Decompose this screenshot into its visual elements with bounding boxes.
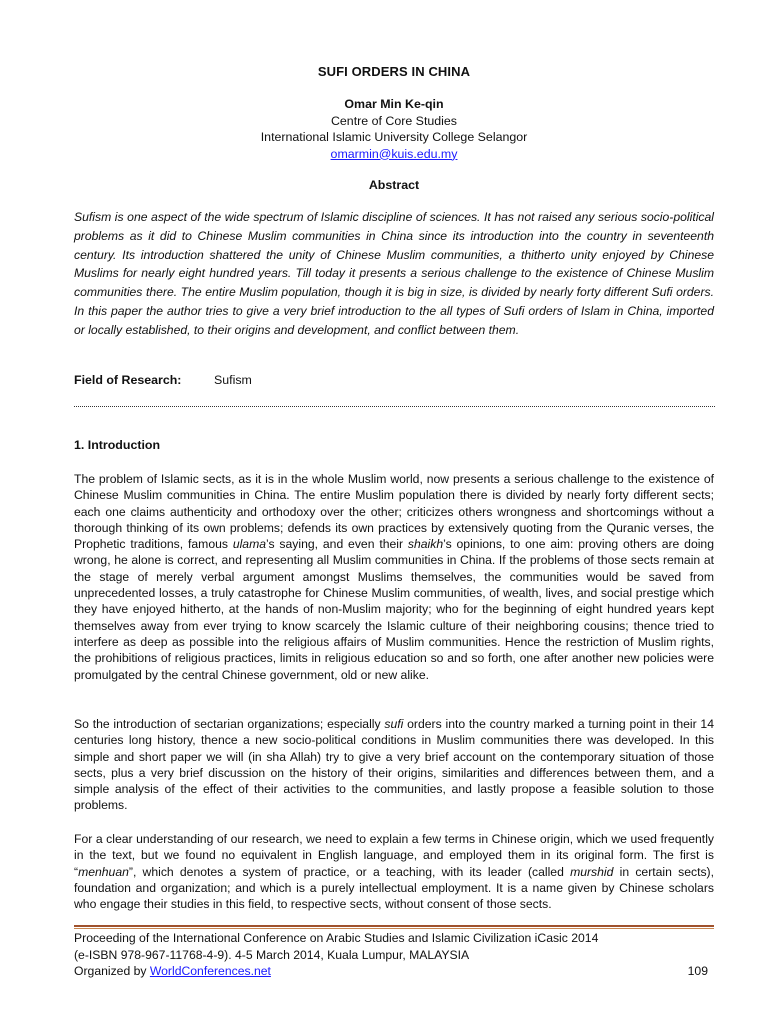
abstract-heading: Abstract <box>368 178 420 192</box>
author-name: Omar Min Ke-qin <box>344 97 444 111</box>
page-number: 109 <box>687 964 708 978</box>
text-run: The problem of Islamic sects, as it is in the whole Muslim world, now presents a serious challenge to the existence of Chinese Muslim communities in China. The entire Muslim population there is divided by nearly forty different sects; each one claims authenticity and orthodoxy over the other; criticizes others wrongness and shortcomings without a thorough thinking of its own problems; defends its own practices by extensively quoting from the Quranic verses, the Prophetic traditions, famous <box>74 472 714 552</box>
italic-term: menhuan <box>78 864 129 879</box>
italic-term: sufi <box>384 717 404 731</box>
text-run: ’s saying, and even their <box>266 537 408 552</box>
intro-paragraph-2 <box>74 716 714 814</box>
footer-proceeding-line: Proceeding of the International Conference on Arabic Studies and Islamic Civilization iCasic 2014 <box>74 931 599 945</box>
author-email-link[interactable]: omarmin@kuis.edu.my <box>330 146 458 161</box>
footer-isbn-line: (e-ISBN 978-967-11768-4-9). 4-5 March 2014, Kuala Lumpur, MALAYSIA <box>74 947 470 962</box>
page-footer <box>74 930 714 980</box>
abstract-text: Sufism is one aspect of the wide spectrum of Islamic discipline of sciences. It has not raised any serious socio-political problems as it did to Chinese Muslim communities in China since its introduction into the country in seventeenth century. Its introduction shattered the unity of Chinese Muslim communities, a thitherto unity enjoyed by Chinese Muslims for nearly eight hundred years. Till today it presents a serious challenge to the existence of Chinese Muslim communities there. The entire Muslim population, though it is big in size, is divided by nearly forty different Sufi orders. In this paper the author tries to give a very brief introduction to the all types of Sufi orders of Islam in China, imported or locally established, to their origins and development, and conflict between them. <box>74 210 714 337</box>
worldconferences-link[interactable]: WorldConferences.net <box>149 964 271 979</box>
field-of-research <box>74 373 714 387</box>
field-label: Field of Research: <box>74 373 182 387</box>
intro-paragraph-3 <box>74 831 714 912</box>
organized-by-label: Organized by <box>74 964 150 979</box>
text-run: ”, which denotes a system of practice, or a teaching, with its leader (called <box>128 864 571 879</box>
field-value: Sufism <box>214 373 252 387</box>
author-block <box>74 96 714 162</box>
dotted-divider <box>74 406 715 407</box>
text-run: in certain sects), foundation and organization; and which is a purely intellectual employment. It is a name given by Chinese scholars who engage their studies in this field, to respective sects, without consent of those sects. <box>74 864 714 912</box>
text-run: So the introduction of sectarian organizations; especially <box>74 717 385 731</box>
italic-term: murshid <box>570 864 614 879</box>
footer-organizer-line <box>74 963 714 980</box>
italic-term: ulama <box>232 537 267 552</box>
affiliation-department: Centre of Core Studies <box>330 113 458 128</box>
text-run: ’s opinions, to one aim: proving others are doing wrong, he alone is correct, and representing all Muslim communities in China. If the problems of those sects remain at the stage of merely verbal argument amongst Muslims themselves, the communities would be saved from unprecedented losses, a truly catastrophe for Chinese Muslim communities, of wealth, lives, and social prestige which they have enjoyed hitherto, at the hands of non-Muslim majority; who for the beginning of eight hundred years kept themselves away from ever trying to know scarcely the Islamic culture of their neighboring cousins; thence tried to interfere as deep as possible into the religious affairs of Muslim communities. Hence the restriction of Muslim rights, the prohibitions of religious practices, limits in religious education so and so forth, one after another new policies were promulgated by the central Chinese government, old or new alike. <box>74 537 714 682</box>
footer-rule <box>74 925 714 927</box>
text-run: For a clear understanding of our research, we need to explain a few terms in Chinese origin, which we used frequently in the text, but we found no equivalent in English language, and employed them in its original form. The first is “ <box>74 832 714 879</box>
paper-title: SUFI ORDERS IN CHINA <box>317 64 471 79</box>
affiliation-institution: International Islamic University College Selangor <box>260 130 528 144</box>
italic-term: shaikh <box>407 537 444 552</box>
text-run: orders into the country marked a turning point in their 14 centuries long history, thence a new socio-political conditions in Muslim communities there was developed. In this simple and short paper we will (in sha Allah) try to give a very brief account on the contemporary situation of those sects, plus a very brief discussion on the history of their origins, similarities and differences between them, and a simple analysis of the effect of their activities to the communities, and lastly propose a feasible solution to those problems. <box>74 717 714 813</box>
footer-rule-thin <box>74 928 714 929</box>
section-heading-introduction: 1. Introduction <box>74 438 161 452</box>
intro-paragraph-1 <box>74 471 714 683</box>
